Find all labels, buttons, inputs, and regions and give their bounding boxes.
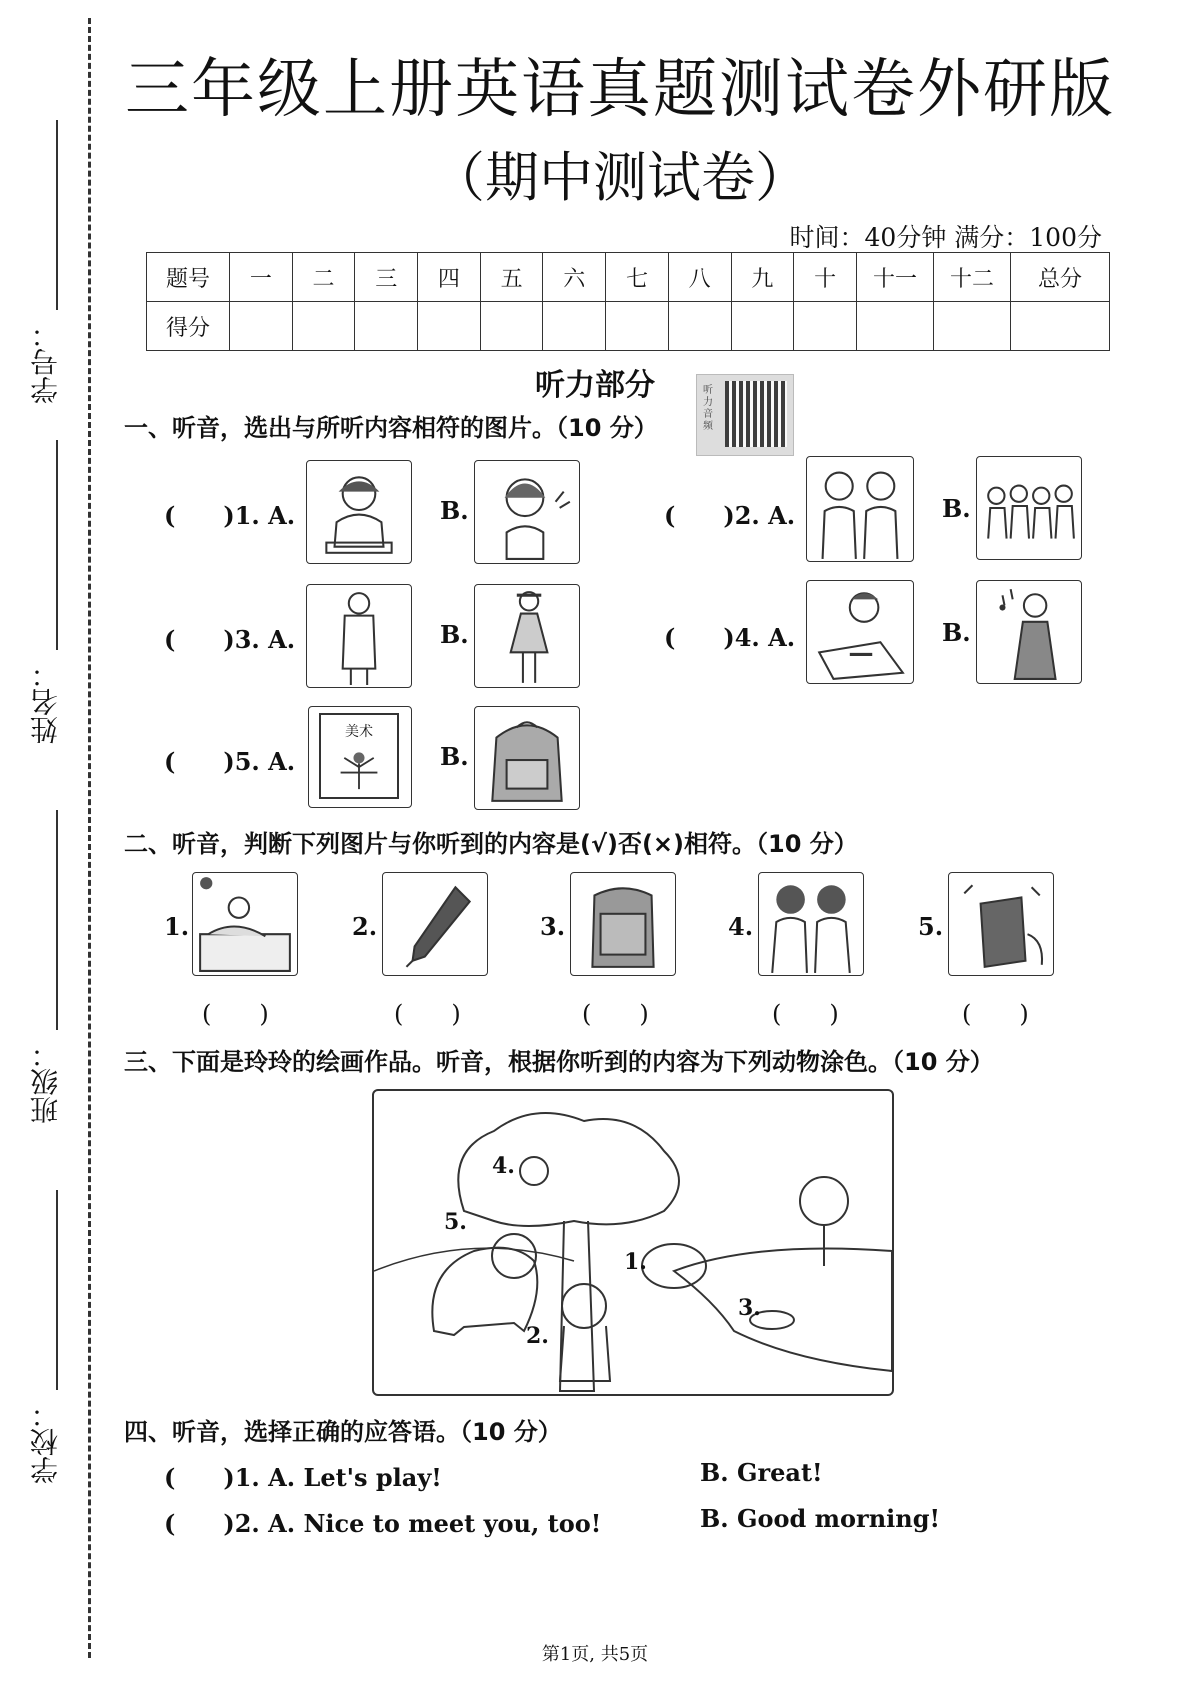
score-cell[interactable] <box>606 302 669 351</box>
p4-q2-option-b: B. Good morning! <box>700 1504 941 1533</box>
closing-book-icon <box>949 873 1053 975</box>
score-header-cell: 八 <box>668 253 731 302</box>
group-of-children-icon <box>977 457 1081 559</box>
p2-q4-answer[interactable]: ( ) <box>772 1000 839 1028</box>
score-header-cell: 十 <box>794 253 857 302</box>
p2-q1-answer[interactable]: ( ) <box>202 1000 269 1028</box>
part3-heading: 三、下面是玲玲的绘画作品。听音，根据你听到的内容为下列动物涂色。（10 分） <box>124 1048 994 1076</box>
score-header-cell: 四 <box>418 253 481 302</box>
p2-q2-answer[interactable]: ( ) <box>394 1000 461 1028</box>
score-table-header-row <box>147 253 1110 302</box>
score-header-cell: 七 <box>606 253 669 302</box>
schoolbag-icon <box>571 873 675 975</box>
p1-q5-label: ( )5. A. <box>164 747 296 776</box>
p2-q3-answer[interactable]: ( ) <box>582 1000 649 1028</box>
score-header-cell: 十一 <box>857 253 934 302</box>
p2-q3-num: 3. <box>540 912 566 941</box>
score-header-cell: 三 <box>355 253 418 302</box>
score-cell[interactable] <box>794 302 857 351</box>
p1-q3-a-picture[interactable] <box>306 584 412 688</box>
side-label-student-id: 学号： <box>29 320 62 404</box>
score-cell[interactable] <box>480 302 543 351</box>
girl-in-dress-icon <box>475 585 579 687</box>
score-cell[interactable] <box>355 302 418 351</box>
pen-icon <box>383 873 487 975</box>
p1-q2-b-label: B. <box>942 494 971 523</box>
score-header-cell: 二 <box>292 253 355 302</box>
time-info: 时间：40分钟 满分：100分 <box>789 223 1102 252</box>
score-header-cell: 一 <box>230 253 293 302</box>
p4-q2-text: ( )2. A. Nice to meet you, too! <box>164 1509 602 1538</box>
part4-heading: 四、听音，选择正确的应答语。（10 分） <box>124 1418 562 1446</box>
scene-label-bear: 5. <box>444 1209 467 1235</box>
p1-q2-a-picture[interactable] <box>806 456 914 562</box>
p2-q5-picture[interactable] <box>948 872 1054 976</box>
boy-writing-icon <box>307 461 411 563</box>
p2-q5-answer[interactable]: ( ) <box>962 1000 1029 1028</box>
p2-q1-num: 1. <box>164 912 190 941</box>
p1-q5-a-picture[interactable] <box>308 706 412 808</box>
two-boys-icon <box>807 457 913 561</box>
p2-q2-num: 2. <box>352 912 378 941</box>
side-label-school: 学校： <box>29 1400 62 1484</box>
p2-q4-picture[interactable] <box>758 872 864 976</box>
p1-q5-b-picture[interactable] <box>474 706 580 810</box>
qr-caption: 听力音频 <box>703 385 713 432</box>
coloring-picture[interactable] <box>372 1089 894 1396</box>
score-header-cell: 六 <box>543 253 606 302</box>
part1-heading: 一、听音，选出与所听内容相符的图片。（10 分） <box>124 414 658 442</box>
score-header-cell: 题号 <box>147 253 230 302</box>
score-cell[interactable] <box>857 302 934 351</box>
scene-label-monkey: 4. <box>492 1153 515 1179</box>
class-line[interactable] <box>56 810 58 1030</box>
scene-label-pig: 1. <box>624 1249 647 1275</box>
side-label-name: 姓名： <box>29 660 62 744</box>
p2-q4-num: 4. <box>728 912 754 941</box>
p1-q4-label: ( )4. A. <box>664 623 796 652</box>
score-cell[interactable] <box>230 302 293 351</box>
girl-waving-icon <box>475 461 579 563</box>
scene-label-tiger: 2. <box>526 1323 549 1349</box>
side-label-class: 班级： <box>29 1040 62 1124</box>
p1-q2-label: ( )2. A. <box>664 501 796 530</box>
girl-singing-icon <box>977 581 1081 683</box>
listening-section-title: 听力部分 <box>535 368 655 403</box>
p2-q5-num: 5. <box>918 912 944 941</box>
p1-q4-b-label: B. <box>942 618 971 647</box>
p1-q3-b-label: B. <box>440 620 469 649</box>
scene-label-fish: 3. <box>738 1295 761 1321</box>
score-row-label: 得分 <box>147 302 230 351</box>
p1-q5-b-label: B. <box>440 742 469 771</box>
backpack-icon <box>475 707 579 809</box>
score-header-cell: 总分 <box>1011 253 1110 302</box>
page-title: 三年级上册英语真题测试卷外研版 <box>125 53 1115 127</box>
score-cell[interactable] <box>292 302 355 351</box>
score-header-cell: 九 <box>731 253 794 302</box>
score-table <box>146 252 1110 351</box>
animal-scene-icon <box>374 1091 892 1394</box>
p1-q1-b-label: B. <box>440 496 469 525</box>
p1-q2-b-picture[interactable] <box>976 456 1082 560</box>
part2-heading: 二、听音，判断下列图片与你听到的内容是(√)否(×)相符。（10 分） <box>124 830 858 858</box>
p2-q1-picture[interactable] <box>192 872 298 976</box>
p1-q1-b-picture[interactable] <box>474 460 580 564</box>
boy-in-coat-icon <box>307 585 411 687</box>
score-cell[interactable] <box>543 302 606 351</box>
p1-q4-b-picture[interactable] <box>976 580 1082 684</box>
page-subtitle: （期中测试卷） <box>431 146 809 209</box>
p2-q3-picture[interactable] <box>570 872 676 976</box>
boy-painting-icon <box>807 581 913 683</box>
p1-q1-a-picture[interactable] <box>306 460 412 564</box>
two-boys-talking-icon <box>759 873 863 975</box>
art-book-cover <box>319 713 399 799</box>
binding-line <box>88 18 91 1658</box>
art-book-label: 美术 <box>345 724 373 740</box>
p2-q2-picture[interactable] <box>382 872 488 976</box>
p4-q1-text: ( )1. A. Let's play! <box>164 1463 442 1492</box>
name-line[interactable] <box>56 440 58 650</box>
score-cell[interactable] <box>731 302 794 351</box>
qr-pattern-icon <box>725 381 787 447</box>
p1-q3-label: ( )3. A. <box>164 625 296 654</box>
score-header-cell: 十二 <box>934 253 1011 302</box>
girl-waking-up-icon <box>193 873 297 975</box>
flower-icon <box>329 745 389 791</box>
score-cell[interactable] <box>668 302 731 351</box>
score-header-cell: 五 <box>480 253 543 302</box>
page-footer: 第1页, 共5页 <box>541 1644 649 1665</box>
score-cell[interactable] <box>1011 302 1110 351</box>
p4-q1-option-b: B. Great! <box>700 1458 823 1487</box>
score-table-score-row <box>147 302 1110 351</box>
qr-code[interactable] <box>696 374 794 456</box>
student-id-line[interactable] <box>56 120 58 310</box>
p1-q3-b-picture[interactable] <box>474 584 580 688</box>
score-cell[interactable] <box>418 302 481 351</box>
p1-q4-a-picture[interactable] <box>806 580 914 684</box>
school-line[interactable] <box>56 1190 58 1390</box>
score-cell[interactable] <box>934 302 1011 351</box>
p1-q1-label: ( )1. A. <box>164 501 296 530</box>
